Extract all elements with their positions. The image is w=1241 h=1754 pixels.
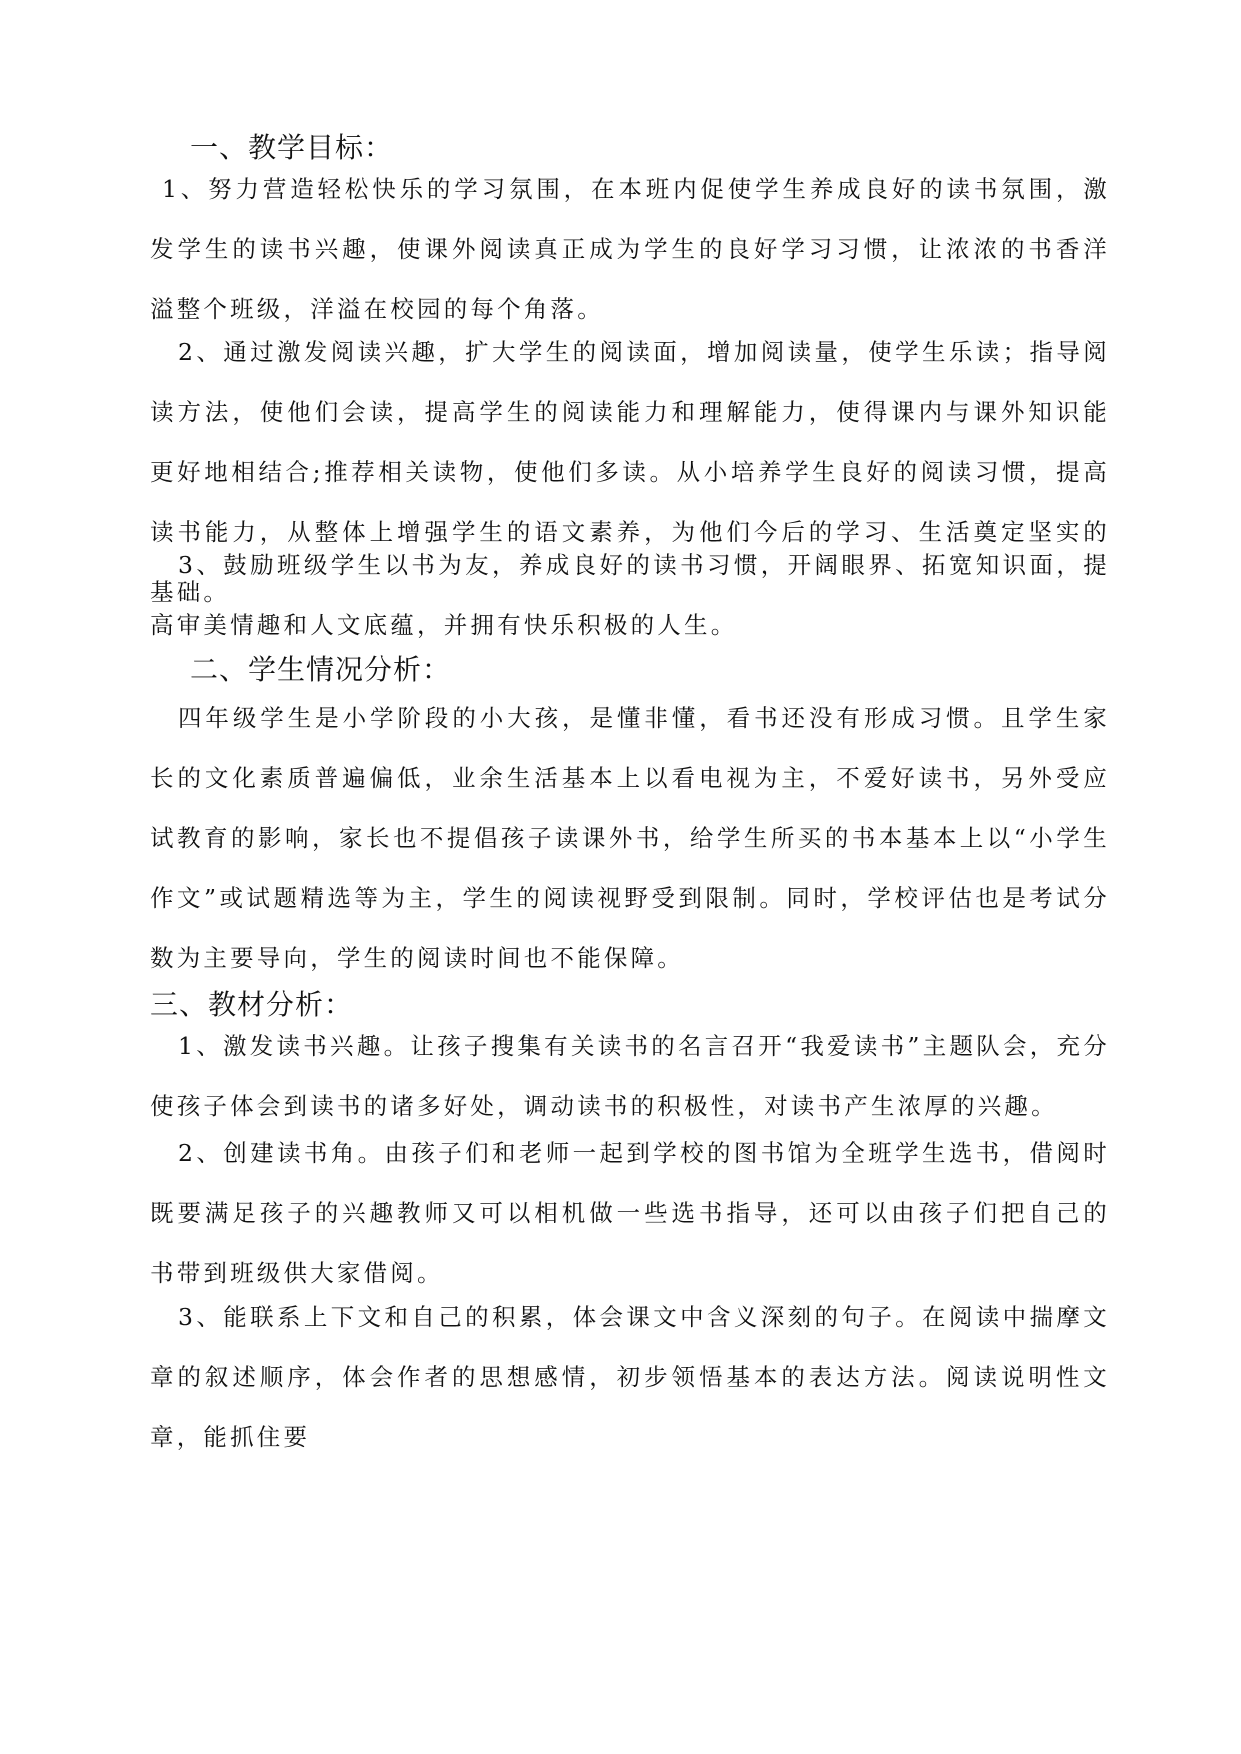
section-heading-teaching-goals: 一、教学目标： (190, 131, 394, 164)
section-heading-material-analysis: 三、教材分析： (150, 988, 354, 1021)
paragraph-goal-3: 3、鼓励班级学生以书为友，养成良好的读书习惯，开阔眼界、拓宽知识面，提高审美情趣和人文底蕴，并拥有快乐积极的人生。 (150, 551, 1110, 639)
paragraph-material-2: 2、创建读书角。由孩子们和老师一起到学校的图书馆为全班学生选书，借阅时既要满足孩子的兴趣教师又可以相机做一些选书指导，还可以由孩子们把自己的书带到班级供大家借阅。 (150, 1139, 1110, 1287)
section-heading-student-analysis: 二、学生情况分析： (190, 653, 452, 686)
paragraph-student-analysis: 四年级学生是小学阶段的小大孩，是懂非懂，看书还没有形成习惯。且学生家长的文化素质普遍偏低，业余生活基本上以看电视为主，不爱好读书，另外受应试教育的影响，家长也不提倡孩子读课外书，给学生所买的书本基本上以“小学生作文”或试题精选等为主，学生的阅读视野受到限制。同时，学校评估也是考试分数为主要导向，学生的阅读时间也不能保障。 (150, 704, 1110, 972)
paragraph-goal-1: 1、努力营造轻松快乐的学习氛围，在本班内促使学生养成良好的读书氛围，激发学生的读书兴趣，使课外阅读真正成为学生的良好学习习惯，让浓浓的书香洋溢整个班级，洋溢在校园的每个角落。 (150, 175, 1110, 323)
paragraph-goal-2: 2、通过激发阅读兴趣，扩大学生的阅读面，增加阅读量，使学生乐读；指导阅读方法，使他们会读，提高学生的阅读能力和理解能力，使得课内与课外知识能更好地相结合;推荐相关读物，使他们多读。从小培养学生良好的阅读习惯，提高读书能力，从整体上增强学生的语文素养，为他们今后的学习、生活奠定坚实的基础。 (150, 338, 1110, 606)
paragraph-material-3: 3、能联系上下文和自己的积累，体会课文中含义深刻的句子。在阅读中揣摩文章的叙述顺序，体会作者的思想感情，初步领悟基本的表达方法。阅读说明性文章，能抓住要 (150, 1303, 1110, 1451)
paragraph-material-1: 1、激发读书兴趣。让孩子搜集有关读书的名言召开“我爱读书”主题队会，充分使孩子体会到读书的诸多好处，调动读书的积极性，对读书产生浓厚的兴趣。 (150, 1032, 1110, 1120)
